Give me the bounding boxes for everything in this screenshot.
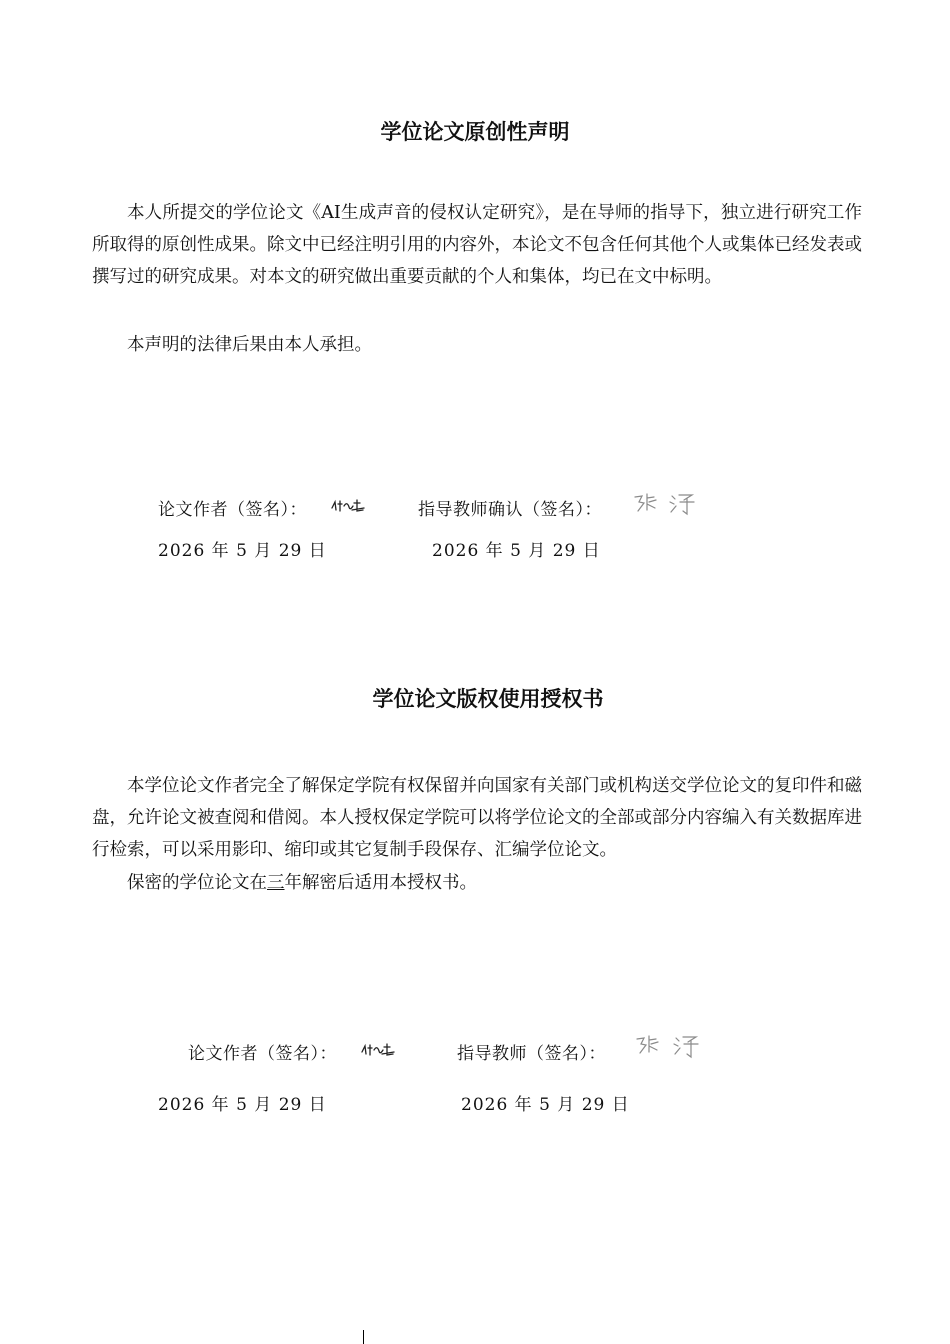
statement-paragraph-2: 本声明的法律后果由本人承担。 bbox=[127, 335, 372, 355]
author-signature-1 bbox=[330, 498, 366, 514]
statement-paragraph-1: 本人所提交的学位论文《AI生成声音的侵权认定研究》，是在导师的指导下，独立进行研究工作所取得的原创性成果。除文中已经注明引用的内容外，本论文不包含任何其他个人或集体已经发表或撰写过的研究成果。对本文的研究做出重要贡献的个人和集体，均已在文中标明。 bbox=[92, 203, 862, 287]
advisor-signature-2 bbox=[634, 1032, 704, 1060]
authorization-paragraph-2 bbox=[92, 867, 862, 899]
authorization-author-date: 2026 年 5 月 29 日 bbox=[158, 1095, 327, 1115]
statement-author-label: 论文作者（签名）： bbox=[158, 500, 307, 520]
advisor-signature-1 bbox=[632, 490, 698, 516]
confidential-years: 三 bbox=[267, 873, 285, 893]
authorization-paragraph-2-before: 保密的学位论文在 bbox=[127, 873, 267, 893]
authorization-paragraph-1: 本学位论文作者完全了解保定学院有权保留并向国家有关部门或机构送交学位论文的复印件和磁盘，允许论文被查阅和借阅。本人授权保定学院可以将学位论文的全部或部分内容编入有关数据库进行检索，可以采用影印、缩印或其它复制手段保存、汇编学位论文。 bbox=[92, 776, 862, 860]
authorization-paragraph-2-after: 年解密后适用本授权书。 bbox=[284, 873, 477, 893]
authorization-title: 学位论文版权使用授权书 bbox=[372, 687, 604, 711]
author-signature-2 bbox=[360, 1042, 396, 1058]
authorization-author-label: 论文作者（签名）： bbox=[188, 1044, 337, 1064]
statement-advisor-date: 2026 年 5 月 29 日 bbox=[432, 541, 601, 561]
statement-advisor-label: 指导教师确认（签名）： bbox=[418, 500, 602, 520]
authorization-advisor-label: 指导教师（签名）： bbox=[457, 1044, 606, 1064]
statement-author-date: 2026 年 5 月 29 日 bbox=[158, 541, 327, 561]
page-edge-mark bbox=[363, 1330, 364, 1344]
statement-title: 学位论文原创性声明 bbox=[380, 120, 570, 144]
authorization-advisor-date: 2026 年 5 月 29 日 bbox=[461, 1095, 630, 1115]
